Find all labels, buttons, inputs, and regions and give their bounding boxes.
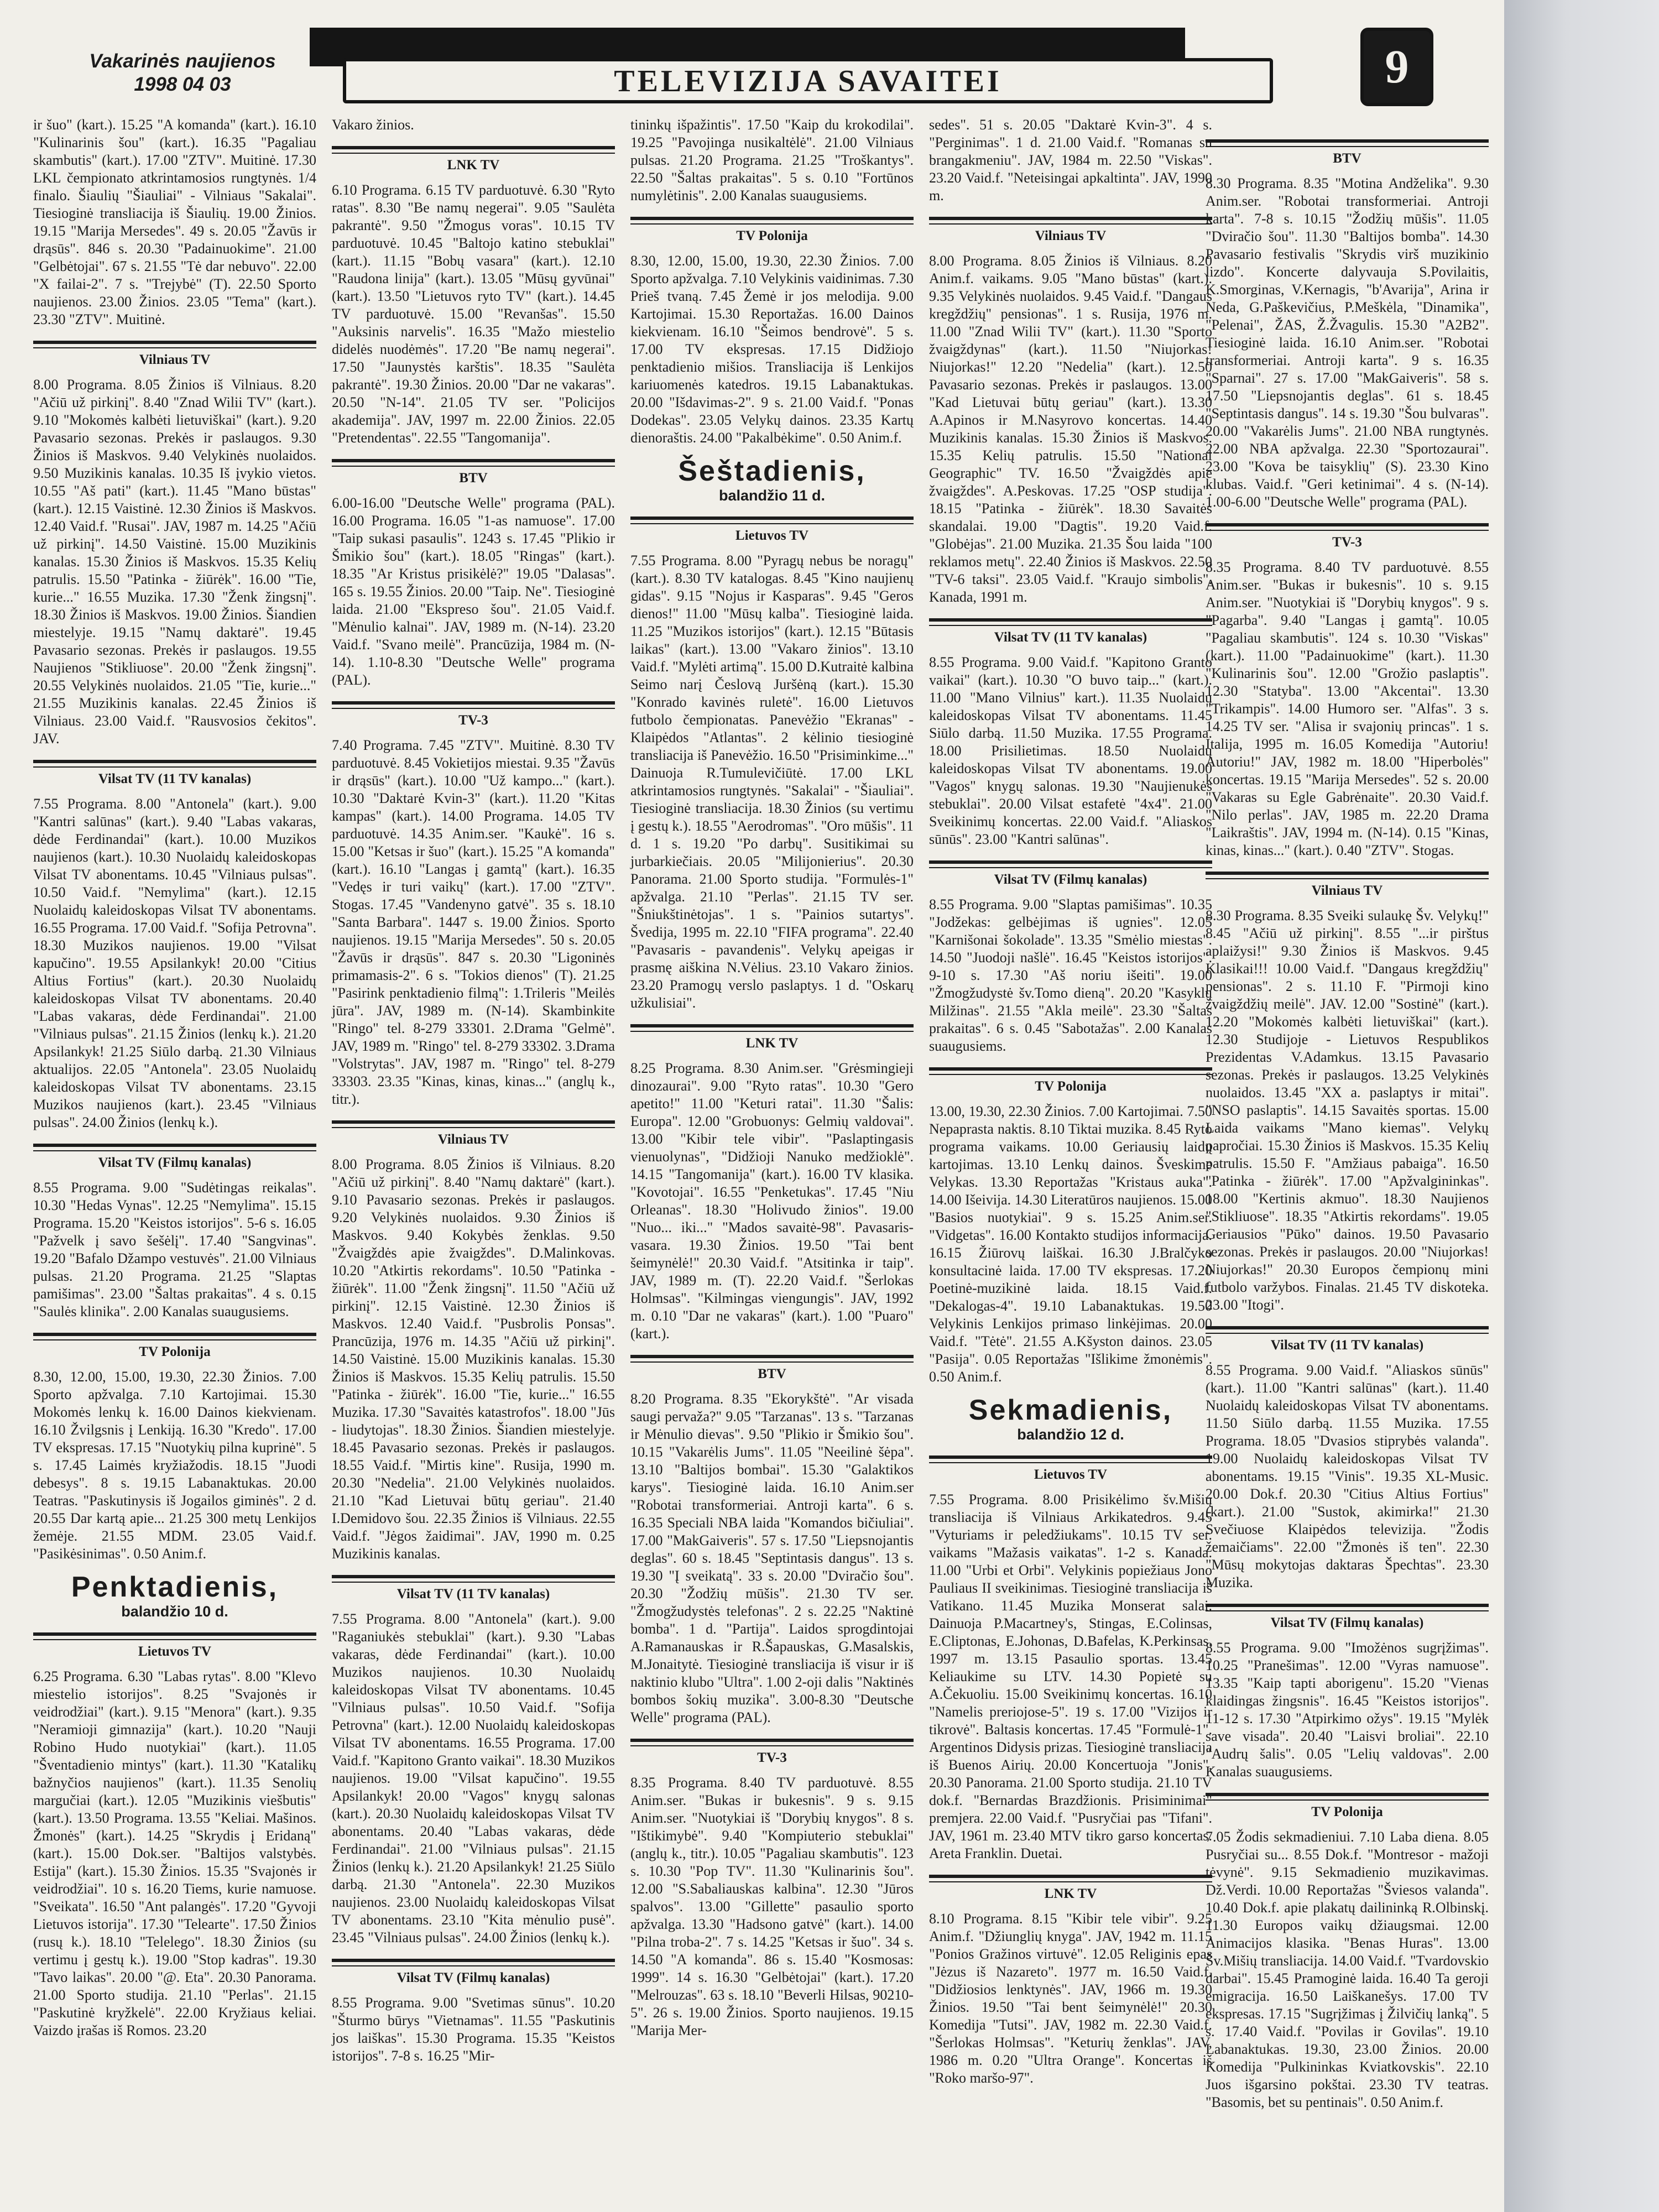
section-banner [310, 28, 1288, 102]
section-rule [929, 1067, 1212, 1075]
section-rule [1206, 1326, 1489, 1334]
channel-heading: BTV [758, 1366, 786, 1381]
program-text: 8.55 Programa. 9.00 "Svetimas sūnus". 10.20 "Šturmo būrys "Vietnamas". 11.55 "Paskutinis jos laiškas". 15.30 Programa. 15.35 "Keistos istorijos". 7-8 s. 16.25 "Mir- [332, 1995, 615, 2064]
program-text: 8.00 Programa. 8.05 Žinios iš Vilniaus. 8.20 Anim.f. vaikams. 9.05 "Mano būstas" (kart.). 9.35 Velykinės nuolaidos. 9.45 Vaid.f. "Dangaus kregždžių" pensionas". 1 s. Rusija, 1976 m. 11.00 "Znad Wilii TV" (kart.). 11.30 "Sporto žvaigždynas" (kart.). 11.50 "Niujorkas! Niujorkas!" 12.20 "Nedelia" (kart.). 12.50 Pavasario sezonas. Prekės ir paslaugos. 13.00 "Kad Lietuvai būtų geriau" (kart.). 13.30 A.Apinos ir M.Nasyrovo koncertas. 14.40 Muzikinis kanalas. 15.30 Žinios iš Maskvos. 15.35 Kelių patrulis. 15.50 "National Geographic" TV. 16.50 "Žvaigždės apie žvaigždes". A.Peskovas. 17.25 "OSP studija". 18.15 "Patinka - žiūrėk". 18.30 Savaitės skandalai. 19.00 "Dagtis". 19.20 Vaid.f. "Globėjas". 21.00 Muzika. 21.35 Šou laida "100 reklamos metų". 22.40 Žinios iš Maskvos. 22.50 "TV-6 taksi". 23.05 Vaid.f. "Kraujo simbolis". Kanada, 1991 m. [929, 253, 1212, 605]
channel-heading: Vilsat TV (11 TV kanalas) [994, 630, 1147, 645]
section-rule [1206, 139, 1489, 147]
banner-frame [343, 58, 1273, 103]
channel-heading: LNK TV [745, 1036, 799, 1051]
channel-heading: Vilsat TV (11 TV kanalas) [98, 771, 252, 786]
program-text: 7.40 Programa. 7.45 "ZTV". Muitinė. 8.30 TV parduotuvė. 8.45 Vokietijos miestai. 9.35 "Žavūs ir drąsūs" (kart.). 10.00 "Už kampo..." (kart.). 10.30 "Daktarė Kvin-3" (kart.). 11.20 "Kitas kampas" (kart.). 14.00 Programa. 14.05 TV parduotuvė. 14.35 Anim.ser. "Kaukė". 16 s. 15.00 "Ketsas ir šuo" (kart.). 15.25 "A komanda" (kart.). 16.10 "Langas į gamtą" (kart.). 16.35 "Vedęs ir turi vaikų" (kart.). 17.00 "ZTV". Stogas. 17.45 "Vandenyno gatvė". 35 s. 18.10 "Santa Barbara". 1447 s. 19.00 Žinios. Sporto naujienos. 19.15 "Marija Mersedes". 50 s. 20.05 "Žavūs ir drąsūs". 847 s. 20.30 "Ligoninės primamasis-2". 6 s. "Tokios dienos" (T). 21.25 "Pasirink penktadienio filmą": 1.Trileris "Meilės jūra". JAV, 1989 m. (N-14). Skambinkite "Ringo" tel. 8-279 33301. 2.Drama "Gelmė". JAV, 1989 m. "Ringo" tel. 8-279 33302. 3.Drama "Volstrytas". JAV, 1987 m. "Ringo" tel. 8-279 33303. 23.35 "Kinas, kinas, kinas..." (anglų k., titr.). [332, 737, 615, 1107]
column-2 [332, 116, 615, 2065]
program-text: 8.00 Programa. 8.05 Žinios iš Vilniaus. 8.20 "Ačiū už pirkinį". 8.40 "Namų daktarė" (kart.). 9.10 Pavasario sezonas. Prekės ir paslaugos. 9.20 Velykinės nuolaidos. 9.30 Žinios iš Maskvos. 9.40 Kokybės ženklas. 9.50 "Žvaigždės apie žvaigždes". D.Malinkovas. 10.20 "Atkirtis rekordams". 10.50 "Patinka - žiūrėk". 11.00 "Ženk žingsnį". 11.50 "Ačiū už pirkinį". 12.15 Vaistinė. 12.30 Žinios iš Maskvos. 12.40 Vaid.f. "Pusbrolis Ponsas". Prancūzija, 1976 m. 14.35 "Ačiū už pirkinį". 14.50 Vaistinė. 15.00 Muzikinis kanalas. 15.30 Žinios iš Maskvos. 15.35 Kelių patrulis. 15.50 "Patinka - žiūrėk". 16.00 "Tie, kurie..." 16.55 Muzika. 17.30 "Savaitės katastrofos". 18.00 "Jūs - liudytojas". 18.30 Žinios. Šiandien miestelyje. 18.45 Pavasario sezonas. Prekės ir paslaugos. 18.55 Vaid.f. "Mirtis kine". Rusija, 1990 m. 20.30 "Nedelia". 21.00 Velykinės nuolaidos. 21.10 "Kad Lietuvai būtų geriau". 21.40 I.Demidovo šou. 22.35 Žinios iš Vilniaus. 22.55 Vaid.f. "Jėgos žaidimai". JAV, 1990 m. 0.25 Muzikinis kanalas. [332, 1156, 615, 1562]
section-rule [33, 1333, 316, 1340]
column-3 [630, 116, 914, 2039]
program-text: 8.55 Programa. 9.00 Vaid.f. "Kapitono Granto vaikai" (kart.). 10.30 "O buvo taip..." (kart.). 11.00 "Mano Vilnius" kart.). 11.35 Nuolaidų kaleidoskopas Vilsat TV abonentams. 11.45 Siūlo darbą. 11.50 Muzika. 17.55 Programa. 18.00 Prisilietimas. 18.50 Nuolaidų kaleidoskopas Vilsat TV abonentams. 19.00 "Vagos" knygų salonas. 19.30 "Naujienukės stebuklai". 20.00 Vilsat estafetė "4x4". 21.00 Sveikinimų koncertas. 22.00 Vaid.f. "Aliaskos sūnūs". 23.00 "Kantri salūnas". [929, 654, 1212, 847]
channel-heading: TV Polonija [736, 228, 808, 243]
program-text: 8.35 Programa. 8.40 TV parduotuvė. 8.55 Anim.ser. "Bukas ir bukesnis". 10 s. 9.15 Anim.ser. "Nuotykiai iš "Dorybių knygos". 9 s. "Pagarba". 9.40 "Langas į gamtą". 10.05 "Pagaliau skambutis". 124 s. 10.30 "Viskas" (kart.). 11.00 "Padainuokime" (kart.). 11.30 "Kulinarinis šou". 12.00 "Grožio paslaptis". 12.30 "Statyba". 13.00 "Akcentai". 13.30 "Trikampis". 14.00 Humoro ser. "Alfas". 3 s. 14.25 TV ser. "Alisa ir svajonių princas". 1 s. Italija, 1995 m. 16.05 Komedija "Autoriu! Autoriu!" JAV, 1982 m. 18.00 "Hiperbolės" koncertas. 19.15 "Marija Mersedes". 52 s. 20.00 "Vakaras su Egle Gabrėnaite". 20.30 Vaid.f. "Nilo perlas". JAV, 1985 m. 22.20 Drama "Laikraštis". JAV, 1994 m. (N-14). 0.15 "Kinas, kinas, kinas..." (kart.). 0.40 "ZTV". Stogas. [1206, 559, 1489, 858]
section-rule [630, 1024, 914, 1032]
channel-heading: Vilniaus TV [1035, 228, 1107, 243]
channel-heading: Vilsat TV (11 TV kanalas) [1270, 1338, 1424, 1353]
section-rule [332, 1120, 615, 1128]
channel-heading: LNK TV [1044, 1886, 1097, 1901]
page-number: 9 [1360, 28, 1433, 106]
column-4 [929, 116, 1212, 2087]
channel-heading: BTV [1333, 151, 1361, 166]
program-text: 7.05 Žodis sekmadieniui. 7.10 Laba diena. 8.05 Pusryčiai su... 8.55 Dok.f. "Montresor - mažoji tėvynė". 9.15 Sekmadienio muzikavimas. Dž.Verdi. 10.00 Reportažas "Šviesos valanda". 10.40 Dok.f. apie plakatų dailininką R.Olbinskį. 11.30 Europos vaikų džiaugsmai. 12.00 Animacijos klasika. "Benas Huras". 13.00 Šv.Mišių transliacija. 14.00 Vaid.f. "Tvardovskio darbai". 15.45 Pramoginė laida. 16.40 Ta geroji emigracija. 16.50 Laiškanešys. 17.00 TV ekspresas. 17.15 "Sugrįžimas į Žilvičių lanką". 5 s. 17.40 Vaid.f. "Povilas ir Govilas". 19.10 Labanaktukas. 19.30, 23.00 Žinios. 20.00 Komedija "Pulkininkas Kviatkovskis". 22.10 Juos išgarsino pokštai. 23.30 TV teatras. "Basomis, bet su pentinais". 0.50 Anim.f. [1206, 1829, 1489, 2110]
day-heading: Sekmadienis, [968, 1394, 1173, 1426]
section-rule [332, 1959, 615, 1966]
channel-heading: TV Polonija [1035, 1079, 1107, 1094]
section-rule [33, 341, 316, 348]
program-text: 8.35 Programa. 8.40 TV parduotuvė. 8.55 Anim.ser. "Bukas ir bukesnis". 9 s. 9.15 Anim.ser. "Nuotykiai iš "Dorybių knygos". 8 s. "Ištikimybė". 9.40 "Kompiuterio stebuklai" (anglų k., titr.). 10.05 "Pagaliau skambutis". 123 s. 10.30 "Pop TV". 11.30 "Kulinarinis šou". 12.00 "S.Sabaliauskas kalbina". 12.30 "Jūros spalvos". 13.00 "Gillette" pasaulio sporto apžvalga. 13.30 "Hadsono gatvė" (kart.). 14.00 "Pilna troba-2". 7 s. 14.25 "Ketsas ir šuo". 34 s. 14.50 "A komanda". 86 s. 15.40 "Kosmosas: 1999". 14 s. 16.30 "Gelbėtojai" (kart.). 17.20 "Melrouzas". 63 s. 18.10 "Beverli Hilsas, 90210-5". 26 s. 19.00 Žinios. Sporto naujienos. 19.15 "Marija Mer- [630, 1775, 914, 2038]
program-text: Vakaro žinios. [332, 117, 414, 133]
program-text: 8.00 Programa. 8.05 Žinios iš Vilniaus. 8.20 "Ačiū už pirkinį". 8.40 "Znad Wilii TV" (kart.). 9.10 "Mokomės kalbėti lietuviškai" (kart.). 9.20 Pavasario sezonas. Prekės ir paslaugos. 9.30 Žinios iš Maskvos. 9.40 Velykinės nuolaidos. 9.50 Muzikinis kanalas. 10.35 Iš įvykio vietos. 10.55 "Aš pati" (kart.). 11.45 "Mano būstas" (kart.). 12.15 Vaistinė. 12.30 Žinios iš Maskvos. 12.40 Vaid.f. "Rusai". JAV, 1987 m. 14.25 "Ačiū už pirkinį". 14.50 Vaistinė. 15.00 Muzikinis kanalas. 15.30 Žinios iš Maskvos. 15.35 Kelių patrulis. 15.50 "Patinka - žiūrėk". 16.00 "Tie, kurie..." 16.55 Muzika. 17.30 "Ženk žingsnį". 18.30 Žinios iš Maskvos. 19.00 Žinios. Šiandien miestelyje. 19.15 "Namų daktarė". 19.45 Pavasario sezonas. Prekės ir paslaugos. 19.55 Naujienos "Stikliuose". 20.00 "Ženk žingsnį". 20.55 Velykinės nuolaidos. 21.05 "Tie, kurie..." 21.55 Muzikinis kanalas. 22.45 Žinios iš Vilniaus. 23.00 Vaid.f. "Rausvosios čekitos". JAV. [33, 377, 316, 747]
channel-heading: TV Polonija [139, 1344, 211, 1359]
program-text: 6.10 Programa. 6.15 TV parduotuvė. 6.30 "Ryto ratas". 8.30 "Be namų negerai". 9.05 "Saulėta pakrantė". 9.50 "Žmogus voras". 10.15 TV parduotuvė. 10.45 "Baltojo katino stebuklai" (kart.). 11.15 "Bobų vasara" (kart.). 12.10 "Raudona linija" (kart.). 13.05 "Mūsų gyvūnai" (kart.). 13.50 "Lietuvos ryto TV" (kart.). 14.45 TV parduotuvė. 15.00 "Revanšas". 15.50 "Auksinis narvelis". 16.35 "Mažo miestelio didelės nuodėmės". 17.20 "Be namų negerai". 17.50 "Jaunystės karštis". 18.35 "Saulėta pakrantė". 19.30 Žinios. 20.00 "Dar ne vakaras". 20.50 "N-14". 21.05 TV ser. "Policijos akademija". JAV, 1997 m. 22.00 Žinios. 22.05 "Pretendentas". 22.55 "Tangomanija". [332, 182, 615, 446]
section-rule [630, 1355, 914, 1363]
channel-heading: LNK TV [447, 158, 500, 173]
program-text: 8.10 Programa. 8.15 "Kibir tele vibir". 9.25 Anim.f. "Džiunglių knyga". JAV, 1942 m. 11.15 "Ponios Gražinos virtuvė". 12.05 Religinis epas "Jėzus iš Nazareto". 1977 m. 16.50 Vaid.f. "Didžiosios lenktynės". JAV, 1966 m. 19.30 Žinios. 19.50 "Tai bent šeimynėlė!" 20.30 Komedija "Tutsi". JAV, 1982 m. 22.30 Vaid.f. "Šerlokas Holmsas". "Keturių ženklas". JAV, 1986 m. 0.20 "Ultra Orange". Koncertas iš "Roko maršo-97". [929, 1911, 1212, 2086]
day-date: balandžio 12 d. [1017, 1426, 1124, 1443]
day-date: balandžio 11 d. [718, 487, 826, 504]
section-rule [929, 1875, 1212, 1882]
section-rule [929, 1455, 1212, 1463]
section-rule [1206, 523, 1489, 531]
program-text: 8.30 Programa. 8.35 "Motina Andželika". 9.30 Anim.ser. "Robotai transformeriai. Antroji karta". 7-8 s. 10.15 "Žodžių mūšis". 11.05 "Dviračio šou". 11.30 "Baltijos bomba". 14.30 Pavasario festivalis "Skrydis virš muzikinio lizdo". Koncerte dalyvauja S.Povilaitis, K.Smorginas, V.Kernagis, "b'Avarija", Arina ir Neda, G.Paškevičius, P.Meškėla, "Dinamika", "Pelenai", ŽAS, Ž.Žvagulis. 15.30 "A2B2". Tiesioginė laida. 16.10 Anim.ser. "Robotai transformeriai. Antroji karta". 9 s. 16.35 "Sparnai". 27 s. 17.00 "MakGaiveris". 58 s. 17.50 "Liepsnojantis deglas". 61 s. 18.45 "Septintasis dangus". 14 s. 19.30 "Šou bulvaras". 20.00 "Vakarėlis Jums". 21.00 NBA rungtynės. 22.00 NBA apžvalga. 22.30 "Sportozaurai". 23.00 "Kova be taisyklių" (S). 23.30 Kino klubas. Vaid.f. "Geri ketinimai". 4 s. (N-14). 1.00-6.00 "Deutsche Welle" programa (PAL). [1206, 175, 1489, 510]
section-rule [630, 217, 914, 225]
section-rule [630, 1739, 914, 1746]
channel-heading: Vilniaus TV [437, 1132, 509, 1147]
section-rule [33, 760, 316, 768]
program-text: 8.20 Programa. 8.35 "Ekorykštė". "Ar visada saugi pervaža?" 9.05 "Tarzanas". 13 s. "Tarzanas ir Mėnulio dievas". 9.50 "Plikio ir Šmikio šou". 10.15 "Vakarėlis Jums". 11.05 "Neeilinė šėpa". 13.10 "Baltijos bombai". 15.30 "Galaktikos karys". Tiesioginė laida. 16.10 Anim.ser "Robotai transformeriai. Antroji karta". 6 s. 16.35 Speciali NBA laida "Komandos bičiuliai". 17.00 "MakGaiveris". 57 s. 17.50 "Liepsnojantis deglas". 60 s. 18.45 "Septintasis dangus". 13 s. 19.30 "Į sveikatą". 33 s. 20.00 "Dviračio šou". 20.30 "Žodžių mūšis". 21.30 TV ser. "Žmogžudystės telefonas". 2 s. 22.25 "Naktinė bomba". 1 d. "Partija". Laidos sprogdintojai A.Ramanauskas ir R.Šapauskas, G.Masalskis, M.Jonaitytė. Tiesioginė transliacija iš visur ir iš naktinio klubo "Ultra". 1.00 2-oji dalis "Naktinės bombos šokių muzika". 3.00-8.30 "Deutsche Welle" programa (PAL). [630, 1391, 914, 1725]
channel-heading: Vilsat TV (Filmų kanalas) [1270, 1615, 1424, 1630]
column-1 [33, 116, 316, 2039]
channel-heading: Vilsat TV (Filmų kanalas) [397, 1970, 550, 1985]
channel-heading: Vilniaus TV [1311, 883, 1383, 898]
program-text: 8.55 Programa. 9.00 "Sudėtingas reikalas". 10.30 "Hedas Vynas". 12.25 "Nemylima". 15.15 Programa. 15.20 "Keistos istorijos". 5-6 s. 16.05 "Pažvelk į savo šešėlį". 17.40 "Sangvinas". 19.20 "Bafalo Džampo vestuvės". 21.00 Vilniaus pulsas. 21.20 Programa. 21.25 "Slaptas pamišimas". 23.00 "Šaltas prakaitas". 4 s. 0.15 "Saulės klinika". 2.00 Kanalas suaugusiems. [33, 1180, 316, 1319]
section-rule [929, 860, 1212, 868]
program-text: 7.55 Programa. 8.00 Prisikėlimo šv.Mišių transliacija iš Vilniaus Arkikatedros. 9.45 "Vyturiams ir peledžiukams". 10.15 TV ser. vaikams "Mažasis vaikatas". 1-2 s. Kanada. 11.00 "Urbi et Orbi". Velykinis popiežiaus Jono Pauliaus II sveikinimas. Tiesioginė transliacija iš Vatikano. 11.45 Muzika Monserat salai. Dainuoja P.Macartney's, Stingas, E.Colinsas, E.Cliptonas, E.Johonas, D.Bafelas, K.Perkinsas. 1997 m. 13.15 Pasaulio sportas. 13.45 Keliaukime su LTV. 14.30 Popietė su A.Čekuoliu. 15.00 Sveikinimų koncertas. 16.10 "Namelis preriojose-5". 19 s. 17.00 "Vizijos ir tikrovė". Baltasis koncertas. 17.45 "Formulė-1". Argentinos Didysis prizas. Tiesioginė transliacija iš Buenos Airių. 20.00 Koncertuoja "Jonis". 20.30 Panorama. 21.00 Sporto studija. 21.10 TV dok.f. "Bernardas Brazdžionis. Prisiminimai" premjera. 22.00 Vaid.f. "Pusryčiai pas "Tifani". JAV, 1961 m. 23.40 MTV tikro garso koncertas. Areta Franklin. Duetai. [929, 1491, 1212, 1861]
program-text: 8.55 Programa. 9.00 Vaid.f. "Aliaskos sūnūs" (kart.). 11.00 "Kantri salūnas" (kart.). 11.40 Nuolaidų kaleidoskopas Vilsat TV abonentams. 11.50 Siūlo darbą. 11.55 Muzika. 17.55 Programa. 18.05 "Dvasios stiprybės valanda". 19.00 Nuolaidų kaleidoskopas Vilsat TV abonentams. 19.15 "Vinis". 19.35 XL-Music. 20.00 Dok.f. 20.30 "Citius Altius Fortius" (kart.). 21.00 "Sustok, akimirka!" 21.30 Svečiuose Klaipėdos televizija. "Žodis žemaičiams". 22.00 "Žmonės iš ten". 22.30 "Mūsų mokytojas daktaras Špechtas". 23.30 Muzika. [1206, 1362, 1489, 1590]
channel-heading: Lietuvos TV [138, 1644, 212, 1659]
day-date: balandžio 10 d. [121, 1603, 228, 1620]
section-rule [1206, 1604, 1489, 1611]
day-heading: Penktadienis, [71, 1571, 279, 1603]
program-text: 8.30 Programa. 8.35 Sveiki sulaukę Šv. Velykų!" 8.45 "Ačiū už pirkinį". 8.55 "...ir pirštus aplaižysi!" 9.30 Žinios iš Maskvos. 9.45 Klasikai!!! 10.00 Vaid.f. "Dangaus kregždžių" pensionas". 2 s. 11.10 F. "Pirmoji kino žvaigždžių meilė". JAV. 12.00 "Sostinė" (kart.). 12.20 "Mokomės kalbėti lietuviškai" (kart.). 12.30 Studijoje - Lietuvos Respublikos Prezidentas V.Adamkus. 13.15 Pavasario sezonas. Prekės ir paslaugos. 13.25 Velykinės nuolaidos. 13.45 "XX a. paslaptys ir mitai". "NSO paslaptis". 14.15 Savaitės sportas. 15.00 Laida vaikams "Mano kiemas". Velykų papročiai. 15.30 Žinios iš Maskvos. 15.35 Kelių patrulis. 15.50 F. "Amžiaus pabaiga". 16.50 "Patinka - žiūrėk". 17.00 "Apžvalgininkas". 18.00 "Kertinis akmuo". 18.30 Naujienos "Stikliuose". 18.35 "Atkirtis rekordams". 19.05 Geriausios "Pūko" dainos. 19.50 Pavasario sezonas. Prekės ir paslaugos. 20.00 "Niujorkas! Niujorkas!" 20.30 Europos čempionų mini futbolo varžybos. Finalas. 21.45 TV diskoteka. 23.00 "Itogi". [1206, 907, 1489, 1313]
section-rule [33, 1632, 316, 1640]
page-edge-background [1504, 0, 1659, 2212]
program-text: 7.55 Programa. 8.00 "Pyragų nebus be noragų" (kart.). 8.30 TV katalogas. 8.45 "Kino naujienų gidas". 9.15 "Nojus ir Kasparas". 9.45 "Geros dienos!" 11.00 "Mūsų kalba". Tiesioginė laida. 11.25 "Muzikos istorijos" (kart.). 12.15 "Būtasis laikas" (kart.). 13.00 "Vakaro žinios". 13.10 Vaid.f. "Mylėti artimą". 15.00 D.Kutraitė kalbina Seimo narį Česlovą Juršėną (kart.). 15.30 "Konrado kavinės ruletė". 16.00 Lietuvos futbolo čempionatas. Panevėžio "Ekranas" - Klaipėdos "Atlantas". 2 kėlinio tiesioginė transliacija iš Panevėžio. 16.50 "Prisiminkime..." Dainuoja R.Tumulevičiūtė. 17.00 LKL atkrintamosios rungtynės. "Sakalai" - "Šiauliai". Tiesioginė transliacija. 18.30 Žinios (su vertimu į gestų k.). 18.55 "Aerodromas". "Oro mūšis". 11 d. 1 s. 19.20 "Po darbų". Susitikimai su jurbarkiečiais. 20.05 "Milijonierius". 20.30 Panorama. 21.00 Sporto studija. "Formulės-1" apžvalga. 21.10 "Perlas". 21.15 TV ser. "Šniukštinėtojas". 1 s. "Painios sutartys". Švedija, 1995 m. 22.10 "FIFA programa". 22.40 "Pavasaris - pavandenis". Velykų apeigas ir prasmę aiškina N.Vėlius. 23.10 Vakaro žinios. 23.20 Pramogų verslo paslaptys. 1 d. "Oskarų užkulisiai". [630, 552, 914, 1011]
paper-name: Vakarinės naujienos [89, 50, 276, 72]
section-rule [332, 146, 615, 154]
column-5 [1206, 127, 1489, 2111]
channel-heading: Lietuvos TV [735, 528, 809, 543]
program-text: tininkų išpažintis". 17.50 "Kaip du krokodilai". 19.25 "Pavojinga nusikaltėlė". 21.00 Vilniaus pulsas. 21.20 Programa. 21.25 "Troškantys". 22.50 "Šaltas prakaitas". 5 s. 0.10 "Fortūnos numylėtinis". 2.00 Kanalas suaugusiems. [630, 117, 914, 204]
program-text: 6.25 Programa. 6.30 "Labas rytas". 8.00 "Klevo miestelio istorijos". 8.25 "Svajonės ir veidrodžiai" (kart.). 9.15 "Menora" (kart.). 9.35 "Neramioji gimnazija" (kart.). 10.20 "Nauji Robino Hudo nuotykiai" (kart.). 11.05 "Šventadienio mintys" (kart.). 11.30 "Katalikų bažnyčios naujienos" (kart.). 11.35 Senolių margučiai (kart.). 12.05 "Muzikinis viešbutis" (kart.). 13.50 Programa. 13.55 "Keliai. Mašinos. Žmonės" (kart.). 14.25 "Skrydis į Eridaną" (kart.). 15.00 Dok.ser. "Baltijos valstybės. Estija" (kart.). 15.30 Žinios. 15.35 "Svajonės ir veidrodžiai". 10 s. 16.20 Tiems, kurie namuose. "Sveikata". 16.50 "Ant palangės". 17.20 "Gyvoji Lietuvos istorija". 17.30 "Telearte". 17.50 Žinios (rusų k.). 18.10 "Telelego". 18.30 Žinios (su vertimu į gestų k.). 19.00 "Stop kadras". 19.30 "Tavo laikas". 20.00 "@. Eta". 20.30 Panorama. 21.00 Sporto studija. 21.10 "Perlas". 21.15 "Paskutinė kryžkelė". 22.00 Kryžiaus keliai. Vaizdo įrašas iš Romos. 23.20 [33, 1668, 316, 2038]
channel-heading: TV-3 [1332, 535, 1362, 550]
program-text: 7.55 Programa. 8.00 "Antonela" (kart.). 9.00 "Raganiukės stebuklai" (kart.). 9.30 "Labas vakaras, dėde Ferdinandai" (kart.). 10.00 Muzikos naujienos. 10.30 Nuolaidų kaleidoskopas Vilsat TV abonentams. 10.45 "Vilniaus pulsas". 10.50 Vaid.f. "Sofija Petrovna" (kart.). 12.00 Nuolaidų kaleidoskopas Vilsat TV abonentams. 16.55 Programa. 17.00 Vaid.f. "Kapitono Granto vaikai". 18.30 Muzikos naujienos. 19.00 "Vilsat kapučino". 19.55 Apsilankyk! 20.00 "Vagos" knygų salonas (kart.). 20.30 Nuolaidų kaleidoskopas Vilsat TV abonentams. 20.40 "Labas vakaras, dėde Ferdinandai". 21.00 "Vilniaus pulsas". 21.15 Žinios (lenkų k.). 21.20 Apsilankyk! 21.25 Siūlo darbą. 21.30 "Antonela". 22.30 Muzikos naujienos. 23.00 Nuolaidų kaleidoskopas Vilsat TV abonentams. 23.10 "Kita mėnulio pusė". 23.45 "Vilniaus pulsas". 24.00 Žinios (lenkų k.). [332, 1611, 615, 1945]
channel-heading: Vilsat TV (11 TV kanalas) [397, 1587, 550, 1601]
section-rule [33, 1144, 316, 1151]
program-text: 8.55 Programa. 9.00 "Slaptas pamišimas". 10.35 "Jodžekas: gelbėjimas iš ugnies". 12.05 "Karnišonai šokolade". 13.35 "Smėlio miestas". 14.50 "Juodoji našlė". 16.45 "Keistos istorijos". 9-10 s. 17.30 "Aš noriu išeiti". 19.00 "Žmogžudystė šv.Tomo dieną". 20.20 "Kasyklų Milžinas". 21.55 "Akla meilė". 23.30 "Šaltas prakaitas". 6 s. 0.45 "Sabotažas". 2.00 Kanalas suaugusiems. [929, 896, 1212, 1054]
section-rule [929, 217, 1212, 225]
section-rule [332, 1575, 615, 1583]
section-rule [630, 517, 914, 524]
channel-heading: BTV [459, 471, 488, 486]
section-rule [929, 618, 1212, 626]
channel-heading: Vilsat TV (Filmų kanalas) [994, 872, 1147, 887]
program-text: 6.00-16.00 "Deutsche Welle" programa (PAL). 16.00 Programa. 16.05 "1-as namuose". 17.00 "Taip sukasi pasaulis". 1243 s. 17.45 "Plikio ir Šmikio šou" (kart.). 18.05 "Ringas" (kart.). 18.35 "Ar Kristus prisikėlė?" 19.05 "Dalasas". 165 s. 19.55 Žinios. 20.00 "Taip. Ne". Tiesioginė laida. 21.00 "Ekspreso šou". 21.05 Vaid.f. "Mėnulio kalnai". JAV, 1989 m. (N-14). 23.20 Vaid.f. "Svano meilė". Prancūzija, 1984 m. (N-14). 1.10-8.30 "Deutsche Welle" programa (PAL). [332, 495, 615, 688]
channel-heading: TV-3 [757, 1750, 787, 1765]
section-rule [1206, 872, 1489, 879]
channel-heading: TV Polonija [1311, 1804, 1383, 1819]
masthead [77, 50, 288, 96]
program-text: 8.30, 12.00, 15.00, 19.30, 22.30 Žinios. 7.00 Sporto apžvalga. 7.10 Velykinis vaidinimas. 7.30 Prieš tvaną. 7.45 Žemė ir jos melodija. 9.00 Kartojimai. 15.30 Reportažas. 16.00 Dainos kiekvienam. 16.10 "Šeimos bendrovė". 5 s. 17.00 TV ekspresas. 17.15 Didžiojo penktadienio mišios. Transliacija iš Lenkijos kariuomenės katedros. 19.15 Labanaktukas. 20.00 "Išdavimas-2". 9 s. 21.00 Vaid.f. "Ponas Dodekas". 23.05 Velykų dainos. 23.35 Kartų dienoraštis. 24.00 "Pakalbėkime". 0.50 Anim.f. [630, 253, 914, 446]
program-text: 13.00, 19.30, 22.30 Žinios. 7.00 Kartojimai. 7.50 Nepaprasta naktis. 8.10 Tiktai muzika. 8.45 Ryto programa vaikams. 10.00 Geriausių laidų kartojimas. 13.10 Lenkų dainos. Šveskime Velykas. 13.30 Reportažas "Kristaus auka". 14.00 Išeivija. 14.30 Literatūros naujienos. 15.00 "Basios nuotykiai". 9 s. 15.25 Anim.ser. "Vidgetas". 16.00 Kontakto studijos informacija. 16.15 Žiūrovų laiškai. 16.30 J.Bralčyko konsultacinė laida. 17.00 TV ekspresas. 17.20 Poetinė-muzikinė laida. 18.15 Vaid.f. "Dekalogas-4". 19.10 Labanaktukas. 19.50 Velykinis Lenkijos primaso linkėjimas. 20.00 Vaid.f. "Tėtė". 21.55 A.Kšyston dainos. 23.05 "Pasija". 0.05 Reportažas "Išlikime žmonėmis". 0.50 Anim.f. [929, 1103, 1212, 1385]
issue-date: 1998 04 03 [134, 74, 231, 95]
program-text: 7.55 Programa. 8.00 "Antonela" (kart.). 9.00 "Kantri salūnas" (kart.). 9.40 "Labas vakaras, dėde Ferdinandai" (kart.). 10.00 Muzikos naujienos (kart.). 10.30 Nuolaidų kaleidoskopas Vilsat TV abonentams. 10.45 "Vilniaus pulsas". 10.50 Vaid.f. "Nemylima" (kart.). 12.15 Nuolaidų kaleidoskopas Vilsat TV abonentams. 16.55 Programa. 17.00 Vaid.f. "Sofija Petrovna". 18.30 Muzikos naujienos. 19.00 "Vilsat kapučino". 19.55 Apsilankyk! 20.00 "Citius Altius Fortius" (kart.). 20.30 Nuolaidų kaleidoskopas Vilsat TV abonentams. 20.40 "Labas vakaras, dėde Ferdinandai". 21.00 "Vilniaus pulsas". 21.15 Žinios (lenkų k.). 21.20 Apsilankyk! 21.25 Siūlo darbą. 21.30 Vilniaus aktualijos. 22.05 "Antonela". 23.05 Nuolaidų kaleidoskopas Vilsat TV abonentams. 23.15 Muzikos naujienos (kart.). 23.45 "Vilniaus pulsas". 24.00 Žinios (lenkų k.). [33, 796, 316, 1130]
program-text: ir šuo" (kart.). 15.25 "A komanda" (kart.). 16.10 "Kulinarinis šou" (kart.). 16.35 "Pagaliau skambutis" (kart.). 17.00 "ZTV". Muitinė. 17.30 LKL čempionato atkrintamosios rungtynės. 1/4 finalo. Šiaulių "Šiauliai" - Vilniaus "Sakalai". Tiesioginė transliacija iš Šiaulių. 19.00 Žinios. 19.15 "Marija Mersedes". 49 s. 20.05 "Žavūs ir drąsūs". 846 s. 20.30 "Padainuokime". 21.00 "Gelbėtojai". 67 s. 21.55 "Tė dar nebuvo". 22.00 "X failai-2". 7 s. "Trejybė" (T). 22.50 Sporto naujienos. 23.00 Žinios. 23.05 "Tema" (kart.). 23.30 "ZTV". Muitinė. [33, 117, 316, 327]
channel-heading: Lietuvos TV [1034, 1467, 1108, 1482]
channel-heading: Vilsat TV (Filmų kanalas) [98, 1155, 252, 1170]
channel-heading: Vilniaus TV [139, 352, 211, 367]
program-text: 8.30, 12.00, 15.00, 19.30, 22.30 Žinios. 7.00 Sporto apžvalga. 7.10 Kartojimai. 15.30 Mokomės lenkų k. 16.00 Dainos kiekvienam. 16.10 Žvilgsnis į Lenkiją. 16.30 "Kredo". 17.00 TV ekspresas. 17.15 "Nuotykių pilna kuprinė". 5 s. 17.45 Laimės kryžiažodis. 18.15 "Juodi debesys". 8 s. 19.15 Labanaktukas. 20.00 Teatras. "Paskutinysis iš Jogailos giminės". 2 d. 20.55 Dar kartą apie... 21.25 300 metų Lenkijos žemėje. 21.55 MDM. 23.05 Vaid.f. "Pasikėsinimas". 0.50 Anim.f. [33, 1369, 316, 1562]
section-title: TELEVIZIJA SAVAITEI [614, 64, 1002, 98]
program-text: 8.55 Programa. 9.00 "Imožėnos sugrįžimas". 10.25 "Pranešimas". 12.00 "Vyras namuose". 13.35 "Kaip tapti aborigenu". 15.20 "Vienas klaidingas žingsnis". 16.45 "Keistos istorijos". 11-12 s. 17.30 "Atpirkimo ožys". 19.15 "Mylėk save visada". 20.40 "Laisvi broliai". 22.10 "Audrų šalis". 0.05 "Lelių valdovas". 2.00 Kanalas suaugusiems. [1206, 1640, 1489, 1780]
program-text: sedes". 51 s. 20.05 "Daktarė Kvin-3". 4 s. "Perginimas". 1 d. 21.00 Vaid.f. "Romanas su brangakmeniu". JAV, 1984 m. 22.50 "Viskas". 23.20 Vaid.f. "Neteisingai apkaltinta". JAV, 1990 m. [929, 117, 1212, 204]
section-rule [1206, 1793, 1489, 1801]
day-heading: Šeštadienis, [678, 455, 866, 487]
section-rule [332, 459, 615, 467]
program-text: 8.25 Programa. 8.30 Anim.ser. "Grėsmingieji dinozaurai". 9.00 "Ryto ratas". 10.30 "Gero apetito!" 11.00 "Keturi ratai". 11.30 "Šalis: Europa". 12.00 "Grobuonys: Gelmių valdovai". 13.00 "Kibir tele vibir". "Paslaptingasis vienuolynas", "Didžioji Nanuko medžioklė". 14.15 "Tangomanija" (kart.). 16.00 TV klasika. "Kovotojai". 16.55 "Penketukas". 17.45 "Niu Orleanas". 18.30 "Holivudo žinios". 19.00 "Nuo... iki..." "Mados savaitė-98". Pavasaris-vasara. 19.30 Žinios. 19.50 "Tai bent šeimynėlė!" 20.30 Vaid.f. "Atsitinka ir taip". JAV, 1989 m. (T). 22.20 Vaid.f. "Šerlokas Holmsas". "Kilmingas viengungis". JAV, 1992 m. 0.10 "Dar ne vakaras" (kart.). 1.00 "Puaro" (kart.). [630, 1060, 914, 1342]
channel-heading: TV-3 [458, 713, 488, 728]
section-rule [332, 701, 615, 709]
